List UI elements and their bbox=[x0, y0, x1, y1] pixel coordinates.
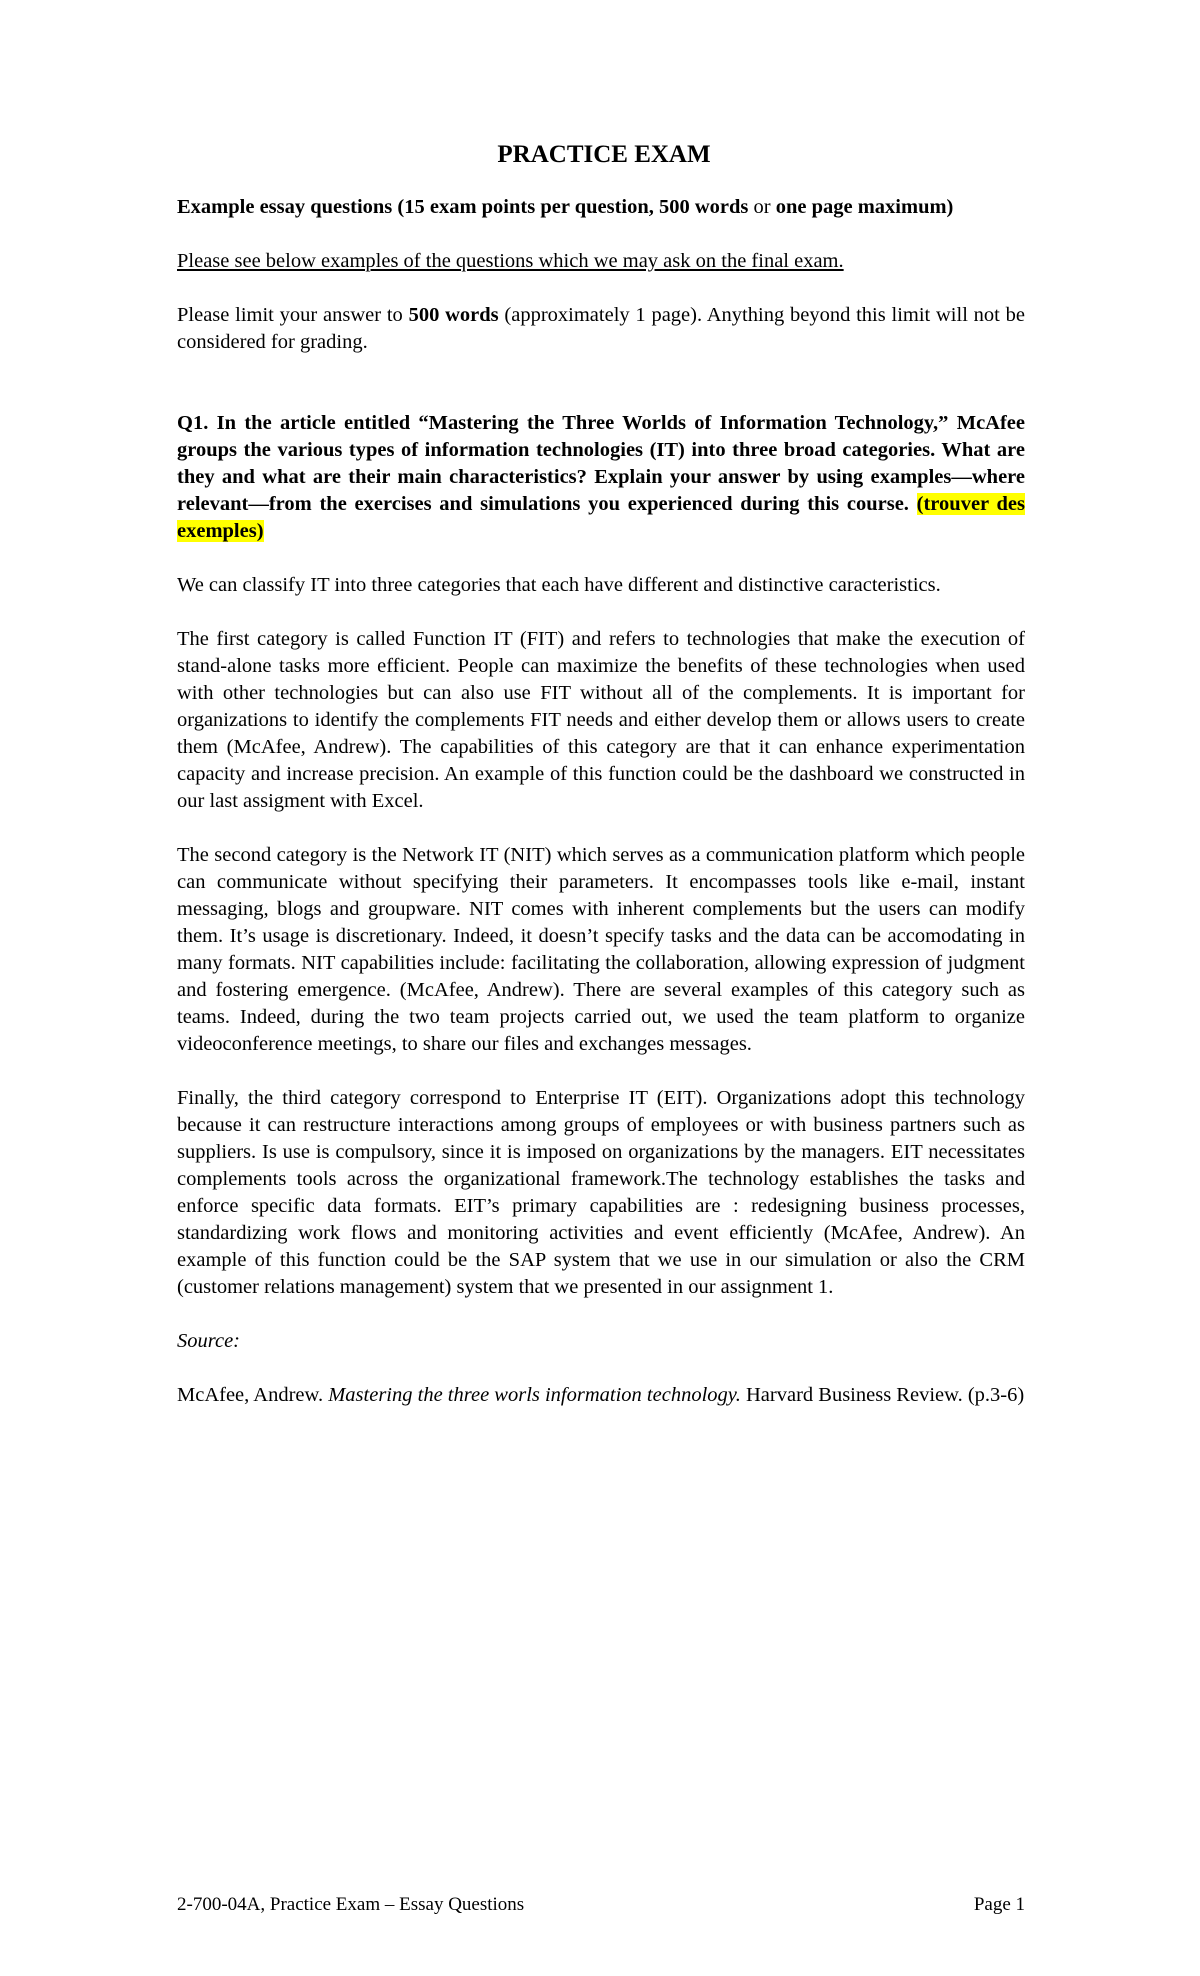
see-below-text: Please see below examples of the questions which we may ask on the final exam. bbox=[177, 250, 844, 272]
question-1 bbox=[177, 410, 1025, 545]
footer-page-number: Page 1 bbox=[973, 1894, 1025, 1915]
limit-bold: 500 words bbox=[408, 304, 499, 326]
source-publisher: Harvard Business Review. (p.3-6) bbox=[740, 1384, 1025, 1406]
question-1-highlight: (trouver des exemples) bbox=[177, 493, 1025, 542]
source-author: McAfee, Andrew. bbox=[177, 1384, 329, 1406]
answer-paragraph-1: We can classify IT into three categories that each have different and distinctive caracteristics. bbox=[177, 574, 941, 596]
intro-heading-or: or bbox=[748, 196, 776, 218]
intro-heading bbox=[177, 194, 1025, 221]
source-label: Source: bbox=[177, 1330, 240, 1352]
footer-course: 2-700-04A, Practice Exam – Essay Questions bbox=[177, 1894, 525, 1915]
answer-paragraph-4: Finally, the third category correspond to Enterprise IT (EIT). Organizations adopt this technology because it can restructure interactions among groups of employees or with business partners such as suppliers. Is use is compulsory, since it is imposed on organizations by the managers. EIT necessitates complements tools across the organizational framework.The technology establishes the tasks and enforce specific data formats. EIT’s primary capabilities are : redesigning business processes, standardizing work flows and monitoring activities and event efficiently (McAfee, Andrew). An example of this function could be the SAP system that we use in our simulation or also the CRM (customer relations management) system that we presented in our assignment 1. bbox=[177, 1087, 1025, 1298]
limit-pre: Please limit your answer to bbox=[177, 304, 409, 326]
answer-paragraph-3: The second category is the Network IT (NIT) which serves as a communication platform which people can communicate without specifying their parameters. It encompasses tools like e-mail, instant messaging, blogs and groupware. NIT comes with inherent complements but the users can modify them. It’s usage is discretionary. Indeed, it doesn’t specify tasks and the data can be accomodating in many formats. NIT capabilities include: facilitating the collaboration, allowing expression of judgment and fostering emergence. (McAfee, Andrew). There are several examples of this category such as teams. Indeed, during the two team projects carried out, we used the team platform to organize videoconference meetings, to share our files and exchanges messages. bbox=[177, 844, 1025, 1055]
see-below-note bbox=[177, 248, 1025, 275]
page-title: PRACTICE EXAM bbox=[497, 141, 711, 168]
intro-heading-bold: Example essay questions (15 exam points per question, 500 words bbox=[177, 196, 749, 218]
source-work: Mastering the three worls information technology. bbox=[328, 1384, 741, 1406]
intro-heading-bold-2: one page maximum) bbox=[775, 196, 954, 218]
page-content bbox=[177, 140, 1025, 1436]
question-1-text: Q1. In the article entitled “Mastering the Three Worlds of Information Technology,” McAfee groups the various types of information technologies (IT) into three broad categories. What are they and what are their main characteristics? Explain your answer by using examples—where relevant—from the exercises and simulations you experienced during this course. bbox=[177, 412, 1025, 515]
source-citation bbox=[177, 1382, 1025, 1409]
answer-paragraph-2: The first category is called Function IT (FIT) and refers to technologies that make the execution of stand-alone tasks more efficient. People can maximize the benefits of these technologies when used with other technologies but can also use FIT without all of the complements. It is important for organizations to identify the complements FIT needs and either develop them or allows users to create them (McAfee, Andrew). The capabilities of this category are that it can enhance experimentation capacity and increase precision. An example of this function could be the dashboard we constructed in our last assigment with Excel. bbox=[177, 628, 1025, 812]
limit-post: (approximately 1 page). Anything beyond this limit will not be considered for grading. bbox=[177, 304, 1025, 353]
word-limit-note bbox=[177, 302, 1025, 356]
